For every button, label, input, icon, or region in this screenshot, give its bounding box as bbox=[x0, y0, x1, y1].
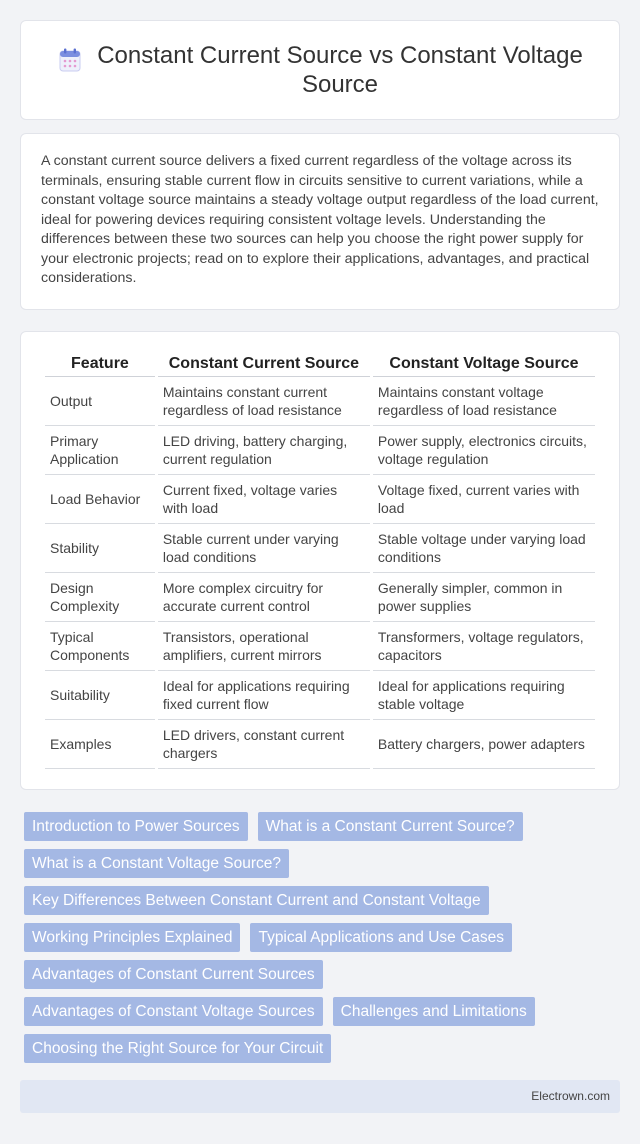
table-header-row bbox=[45, 351, 595, 377]
feature-cell: Stability bbox=[45, 524, 155, 573]
feature-cell: Typical Components bbox=[45, 622, 155, 671]
voltage-cell: Stable voltage under varying load conditions bbox=[373, 524, 595, 573]
feature-cell: Suitability bbox=[45, 671, 155, 720]
current-cell: More complex circuitry for accurate current control bbox=[158, 573, 370, 622]
table-row bbox=[45, 426, 595, 475]
current-cell: LED drivers, constant current chargers bbox=[158, 720, 370, 769]
voltage-cell: Generally simpler, common in power supplies bbox=[373, 573, 595, 622]
voltage-cell: Transformers, voltage regulators, capacitors bbox=[373, 622, 595, 671]
current-cell: Ideal for applications requiring fixed current flow bbox=[158, 671, 370, 720]
comparison-table bbox=[42, 351, 598, 769]
intro-paragraph: A constant current source delivers a fixed current regardless of the voltage across its terminals, ensuring stable current flow in circuits sensitive to current variations, while a constant voltage source maintains a steady voltage output regardless of the load current, ideal for powering devices requiring consistent voltage levels. Understanding the differences between these two sources can help you choose the right power supply for your electronic projects; read on to explore their applications, advantages, and practical considerations. bbox=[41, 153, 599, 286]
link-introduction-to-power-sources[interactable]: Introduction to Power Sources bbox=[24, 812, 248, 841]
current-cell: Maintains constant current regardless of load resistance bbox=[158, 377, 370, 426]
table-row bbox=[45, 475, 595, 524]
current-cell: Stable current under varying load conditions bbox=[158, 524, 370, 573]
table-row bbox=[45, 524, 595, 573]
feature-cell: Design Complexity bbox=[45, 573, 155, 622]
comparison-table-card bbox=[20, 331, 620, 790]
header-constant-voltage: Constant Voltage Source bbox=[373, 351, 595, 377]
link-choosing-right-source[interactable]: Choosing the Right Source for Your Circuit bbox=[24, 1034, 331, 1063]
voltage-cell: Ideal for applications requiring stable voltage bbox=[373, 671, 595, 720]
current-cell: Current fixed, voltage varies with load bbox=[158, 475, 370, 524]
voltage-cell: Battery chargers, power adapters bbox=[373, 720, 595, 769]
link-working-principles[interactable]: Working Principles Explained bbox=[24, 923, 240, 952]
link-key-differences[interactable]: Key Differences Between Constant Current and Constant Voltage bbox=[24, 886, 489, 915]
header-feature: Feature bbox=[45, 351, 155, 377]
page-title: Constant Current Source vs Constant Voltage Source bbox=[97, 42, 583, 98]
link-challenges-and-limitations[interactable]: Challenges and Limitations bbox=[333, 997, 535, 1026]
table-row bbox=[45, 720, 595, 769]
link-typical-applications[interactable]: Typical Applications and Use Cases bbox=[250, 923, 512, 952]
feature-cell: Primary Application bbox=[45, 426, 155, 475]
table-row bbox=[45, 573, 595, 622]
link-advantages-constant-current[interactable]: Advantages of Constant Current Sources bbox=[24, 960, 323, 989]
voltage-cell: Voltage fixed, current varies with load bbox=[373, 475, 595, 524]
voltage-cell: Power supply, electronics circuits, voltage regulation bbox=[373, 426, 595, 475]
feature-cell: Examples bbox=[45, 720, 155, 769]
link-what-is-constant-voltage-source[interactable]: What is a Constant Voltage Source? bbox=[24, 849, 289, 878]
link-what-is-constant-current-source[interactable]: What is a Constant Current Source? bbox=[258, 812, 523, 841]
table-row bbox=[45, 377, 595, 426]
topic-links bbox=[20, 812, 620, 1071]
table-row bbox=[45, 622, 595, 671]
current-cell: Transistors, operational amplifiers, current mirrors bbox=[158, 622, 370, 671]
footer-site-name: Electrown.com bbox=[531, 1089, 610, 1103]
voltage-cell: Maintains constant voltage regardless of load resistance bbox=[373, 377, 595, 426]
intro-card bbox=[20, 133, 620, 310]
footer bbox=[20, 1080, 620, 1113]
link-advantages-constant-voltage[interactable]: Advantages of Constant Voltage Sources bbox=[24, 997, 323, 1026]
feature-cell: Load Behavior bbox=[45, 475, 155, 524]
current-cell: LED driving, battery charging, current regulation bbox=[158, 426, 370, 475]
table-row bbox=[45, 671, 595, 720]
header-constant-current: Constant Current Source bbox=[158, 351, 370, 377]
title-card bbox=[20, 20, 620, 120]
feature-cell: Output bbox=[45, 377, 155, 426]
